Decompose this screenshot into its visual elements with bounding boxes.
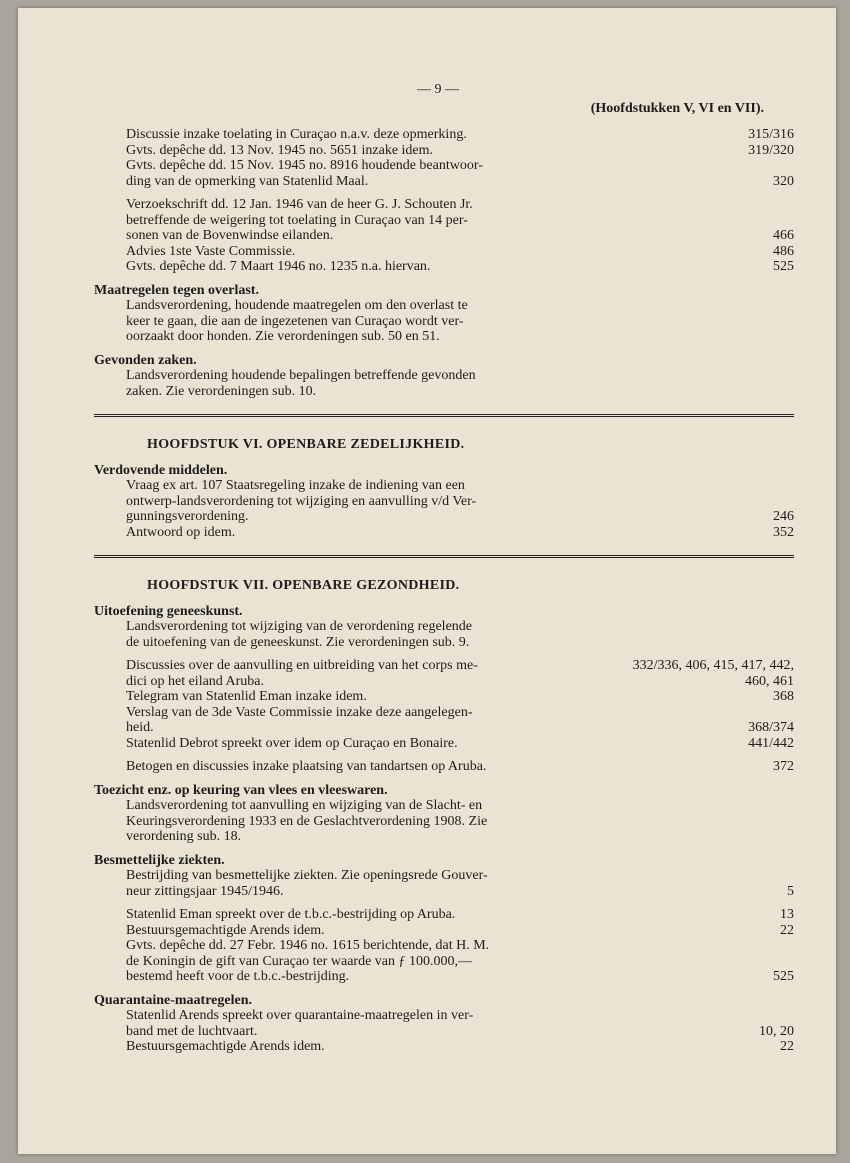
index-entry bbox=[94, 1008, 794, 1039]
index-entry bbox=[94, 705, 794, 736]
section-title: Uitoefening geneeskunst. bbox=[94, 603, 243, 619]
entry-text: Statenlid Arends spreekt over quarantaine-maatregelen in ver- band met de luchtvaart. bbox=[126, 1008, 474, 1039]
index-entry bbox=[94, 689, 794, 705]
index-entry bbox=[94, 798, 794, 845]
entry-text: Landsverordening tot wijziging van de verordening regelende de uitoefening van de geneeskunst. Zie verordeningen sub. 9. bbox=[126, 619, 472, 650]
entry-page-refs: 372 bbox=[773, 759, 794, 774]
entry-text: Statenlid Eman spreekt over de t.b.c.-bestrijding op Aruba. bbox=[126, 907, 456, 922]
index-entry bbox=[94, 868, 794, 899]
entry-text: Statenlid Debrot spreekt over idem op Curaçao en Bonaire. bbox=[126, 735, 458, 751]
entry-page-refs: 368/374 bbox=[748, 720, 794, 735]
index-entry bbox=[94, 1039, 794, 1055]
entry-page-refs: 368 bbox=[773, 689, 794, 704]
section-title: Verdovende middelen. bbox=[94, 462, 228, 478]
entry-group bbox=[94, 907, 794, 985]
entry-page-refs: 525 bbox=[773, 969, 794, 984]
entry-text: Verzoekschrift dd. 12 Jan. 1946 van de heer G. J. Schouten Jr. betreffende de weigering tot toelating in Curaçao van 14 per- sonen van de Bovenwindse eilanden. bbox=[126, 197, 473, 243]
entry-page-refs: 352 bbox=[773, 524, 794, 540]
index-entry bbox=[94, 368, 794, 399]
entry-text: Discussies over de aanvulling en uitbreiding van het corps me- dici op het eiland Aruba. bbox=[126, 658, 478, 689]
entry-page-refs bbox=[554, 798, 794, 845]
entry-page-refs bbox=[554, 298, 794, 345]
entry-text: Bestrijding van besmettelijke ziekten. Zie openingsrede Gouver- neur zittingsjaar 1945/1946. bbox=[126, 868, 488, 899]
index-section bbox=[94, 783, 794, 845]
chapter-title: HOOFDSTUK VII. OPENBARE GEZONDHEID. bbox=[147, 578, 460, 593]
index-entry bbox=[94, 197, 794, 244]
entry-page-refs: 332/336, 406, 415, 417, 442, 460, 461 bbox=[632, 658, 794, 689]
index-entry bbox=[94, 158, 794, 189]
index-entry bbox=[94, 938, 794, 985]
section-title: Besmettelijke ziekten. bbox=[94, 852, 225, 868]
index-entry bbox=[94, 736, 794, 752]
entry-group bbox=[94, 127, 794, 189]
entry-text: Gvts. depêche dd. 27 Febr. 1946 no. 1615 berichtende, dat H. M. de Koningin de gift van Curaçao ter waarde van ƒ 100.000,— bestemd heeft voor de t.b.c.-bestrijding. bbox=[126, 938, 490, 984]
entry-text: Advies 1ste Vaste Commissie. bbox=[126, 243, 296, 259]
index-section bbox=[94, 463, 794, 541]
entry-text: Landsverordening tot aanvulling en wijziging van de Slacht- en Keuringsverordening 1933 en de Geslachtverordening 1908. Zie verordening sub. 18. bbox=[126, 798, 488, 844]
entry-page-refs: 319/320 bbox=[748, 142, 794, 158]
index-entry bbox=[94, 923, 794, 939]
index-section bbox=[94, 604, 794, 651]
entry-text: Bestuursgemachtigde Arends idem. bbox=[126, 1039, 325, 1054]
entry-page-refs: 315/316 bbox=[748, 127, 794, 142]
entry-page-refs: 22 bbox=[780, 1039, 794, 1054]
entry-text: Verslag van de 3de Vaste Commissie inzake deze aangelegen- heid. bbox=[126, 704, 473, 735]
index-section bbox=[94, 283, 794, 345]
entry-text: Landsverordening houdende bepalingen betreffende gevonden zaken. Zie verordeningen sub. 10. bbox=[126, 368, 476, 399]
entry-text: Discussie inzake toelating in Curaçao n.a.v. deze opmerking. bbox=[126, 127, 467, 142]
entry-page-refs: 320 bbox=[773, 173, 794, 189]
index-content bbox=[94, 127, 794, 1063]
entry-group bbox=[94, 197, 794, 275]
entry-page-refs: 466 bbox=[773, 228, 794, 243]
index-section bbox=[94, 353, 794, 400]
chapter-range: (Hoofdstukken V, VI en VII). bbox=[590, 101, 764, 116]
entry-page-refs: 22 bbox=[780, 922, 794, 938]
section-title: Maatregelen tegen overlast. bbox=[94, 282, 259, 298]
index-section bbox=[94, 993, 794, 1055]
entry-text: Telegram van Statenlid Eman inzake idem. bbox=[126, 689, 367, 704]
entry-page-refs: 486 bbox=[773, 243, 794, 259]
index-entry bbox=[94, 619, 794, 650]
index-entry bbox=[94, 259, 794, 275]
index-entry bbox=[94, 298, 794, 345]
entry-page-refs bbox=[554, 619, 794, 650]
section-title: Gevonden zaken. bbox=[94, 352, 197, 368]
entry-text: Antwoord op idem. bbox=[126, 524, 236, 540]
entry-page-refs: 525 bbox=[773, 259, 794, 274]
entry-text: Landsverordening, houdende maatregelen om den overlast te keer te gaan, die aan de ingezetenen van Curaçao wordt ver- oorzaakt door honden. Zie verordeningen sub. 50 en 51. bbox=[126, 298, 468, 344]
index-entry bbox=[94, 907, 794, 923]
entry-page-refs bbox=[554, 368, 794, 399]
entry-page-refs: 246 bbox=[773, 509, 794, 524]
index-entry bbox=[94, 244, 794, 260]
entry-text: Gvts. depêche dd. 7 Maart 1946 no. 1235 n.a. hiervan. bbox=[126, 259, 431, 274]
index-entry bbox=[94, 525, 794, 541]
entry-group bbox=[94, 759, 794, 775]
index-entry bbox=[94, 759, 794, 775]
chapter-divider bbox=[94, 555, 794, 558]
index-entry bbox=[94, 143, 794, 159]
section-title: Quarantaine-maatregelen. bbox=[94, 992, 252, 1008]
chapter-divider bbox=[94, 414, 794, 417]
entry-page-refs: 5 bbox=[787, 883, 794, 899]
document-page bbox=[18, 8, 836, 1154]
chapter-title: HOOFDSTUK VI. OPENBARE ZEDELIJKHEID. bbox=[147, 437, 465, 452]
entry-text: Bestuursgemachtigde Arends idem. bbox=[126, 922, 325, 938]
section-title: Toezicht enz. op keuring van vlees en vleeswaren. bbox=[94, 782, 388, 798]
entry-text: Betogen en discussies inzake plaatsing van tandartsen op Aruba. bbox=[126, 759, 487, 774]
entry-page-refs: 441/442 bbox=[748, 735, 794, 751]
index-entry bbox=[94, 127, 794, 143]
index-section bbox=[94, 853, 794, 900]
entry-page-refs: 10, 20 bbox=[759, 1023, 794, 1039]
index-entry bbox=[94, 658, 794, 689]
entry-text: Gvts. depêche dd. 13 Nov. 1945 no. 5651 inzake idem. bbox=[126, 142, 434, 158]
entry-group bbox=[94, 658, 794, 751]
entry-page-refs: 13 bbox=[780, 907, 794, 922]
index-entry bbox=[94, 478, 794, 525]
entry-text: Gvts. depêche dd. 15 Nov. 1945 no. 8916 houdende beantwoor- ding van de opmerking van Statenlid Maal. bbox=[126, 158, 483, 189]
entry-text: Vraag ex art. 107 Staatsregeling inzake de indiening van een ontwerp-landsverordening tot wijziging en aanvulling v/d Ver- gunningsverordening. bbox=[126, 478, 477, 524]
page-number: — 9 — bbox=[417, 82, 459, 97]
